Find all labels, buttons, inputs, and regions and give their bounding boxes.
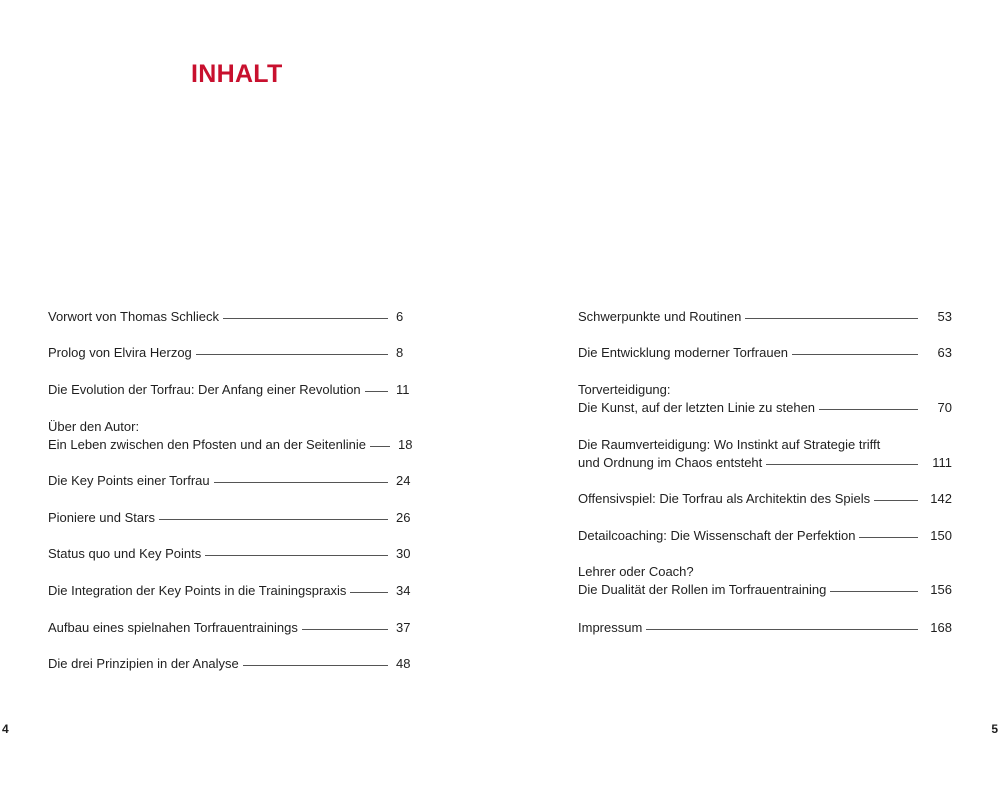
toc-entry-heading: Die Raumverteidigung: Wo Instinkt auf Strategie trifft [578, 437, 881, 452]
toc-entry[interactable] [48, 619, 420, 637]
leader-line [874, 500, 918, 501]
toc-entry[interactable] [48, 582, 420, 600]
toc-entry[interactable] [48, 381, 420, 399]
leader-line [223, 318, 388, 319]
leader-line [745, 318, 918, 319]
toc-entry-page: 70 [937, 400, 952, 415]
toc-entry-heading: Torverteidigung: [578, 382, 671, 397]
leader-line [792, 354, 918, 355]
toc-entry-page: 142 [930, 491, 952, 506]
toc-entry[interactable] [578, 527, 952, 545]
toc-entry-page: 63 [937, 345, 952, 360]
toc-entry-title: Impressum [578, 620, 643, 635]
toc-entry[interactable] [48, 509, 420, 527]
toc-entry-title: Die Integration der Key Points in die Trainingspraxis [48, 583, 347, 598]
toc-entry[interactable] [578, 344, 952, 362]
toc-entry[interactable] [578, 436, 952, 472]
toc-entry-page: 8 [396, 345, 404, 360]
leader-line [159, 519, 388, 520]
toc-entry[interactable] [48, 308, 420, 326]
leader-line [830, 591, 918, 592]
toc-entry-title: Die Key Points einer Torfrau [48, 473, 210, 488]
leader-line [370, 446, 390, 447]
leader-line [302, 629, 388, 630]
toc-entry-page: 6 [396, 309, 404, 324]
toc-entry-title: Prolog von Elvira Herzog [48, 345, 192, 360]
toc-entry[interactable] [48, 545, 420, 563]
toc-entry[interactable] [578, 381, 952, 417]
toc-entry-page: 111 [932, 455, 952, 470]
toc-entry-page: 30 [396, 546, 411, 561]
toc-entry-page: 168 [930, 620, 952, 635]
toc-entry-page: 48 [396, 656, 411, 671]
toc-entry[interactable] [578, 308, 952, 326]
leader-line [859, 537, 918, 538]
leader-line [196, 354, 388, 355]
leader-line [766, 464, 918, 465]
leader-line [205, 555, 388, 556]
toc-entry-page: 24 [396, 473, 411, 488]
toc-entry-title: Detailcoaching: Die Wissenschaft der Perfektion [578, 528, 856, 543]
toc-entry-heading: Lehrer oder Coach? [578, 564, 694, 579]
toc-entry-title: Die Entwicklung moderner Torfrauen [578, 345, 789, 360]
toc-entry-title: Ein Leben zwischen den Pfosten und an der Seitenlinie [48, 437, 366, 452]
toc-entry-title: Die Dualität der Rollen im Torfrauentraining [578, 582, 827, 597]
toc-entry[interactable] [48, 418, 420, 454]
page-number-left: 4 [2, 722, 9, 736]
toc-entry[interactable] [578, 490, 952, 508]
toc-entry[interactable] [48, 344, 420, 362]
toc-entry-title: Vorwort von Thomas Schlieck [48, 309, 219, 324]
toc-entry-page: 150 [930, 528, 952, 543]
toc-entry[interactable] [578, 619, 952, 637]
toc-entry-page: 26 [396, 510, 411, 525]
toc-entry-page: 156 [930, 582, 952, 597]
leader-line [350, 592, 388, 593]
page-title: INHALT [191, 60, 283, 88]
toc-entry-page: 53 [937, 309, 952, 324]
page-number-right: 5 [991, 722, 998, 736]
toc-entry-title: Schwerpunkte und Routinen [578, 309, 742, 324]
toc-entry-title: Pioniere und Stars [48, 510, 155, 525]
toc-entry-page: 11 [396, 382, 410, 397]
toc-entry[interactable] [48, 655, 420, 673]
toc-entry-page: 18 [398, 437, 413, 452]
toc-entry-title: Offensivspiel: Die Torfrau als Architektin des Spiels [578, 491, 871, 506]
leader-line [646, 629, 918, 630]
leader-line [214, 482, 388, 483]
toc-entry-title: Status quo und Key Points [48, 546, 202, 561]
toc-entry-page: 37 [396, 620, 411, 635]
toc-entry[interactable] [48, 472, 420, 490]
toc-entry-heading: Über den Autor: [48, 419, 140, 434]
toc-entry-title: Aufbau eines spielnahen Torfrauentrainings [48, 620, 298, 635]
leader-line [365, 391, 388, 392]
toc-entry-title: Die Kunst, auf der letzten Linie zu stehen [578, 400, 816, 415]
toc-entry-title: Die Evolution der Torfrau: Der Anfang einer Revolution [48, 382, 361, 397]
toc-entry-page: 34 [396, 583, 411, 598]
leader-line [819, 409, 918, 410]
leader-line [243, 665, 388, 666]
toc-entry[interactable] [578, 563, 952, 599]
toc-entry-title: und Ordnung im Chaos entsteht [578, 455, 763, 470]
toc-entry-title: Die drei Prinzipien in der Analyse [48, 656, 239, 671]
